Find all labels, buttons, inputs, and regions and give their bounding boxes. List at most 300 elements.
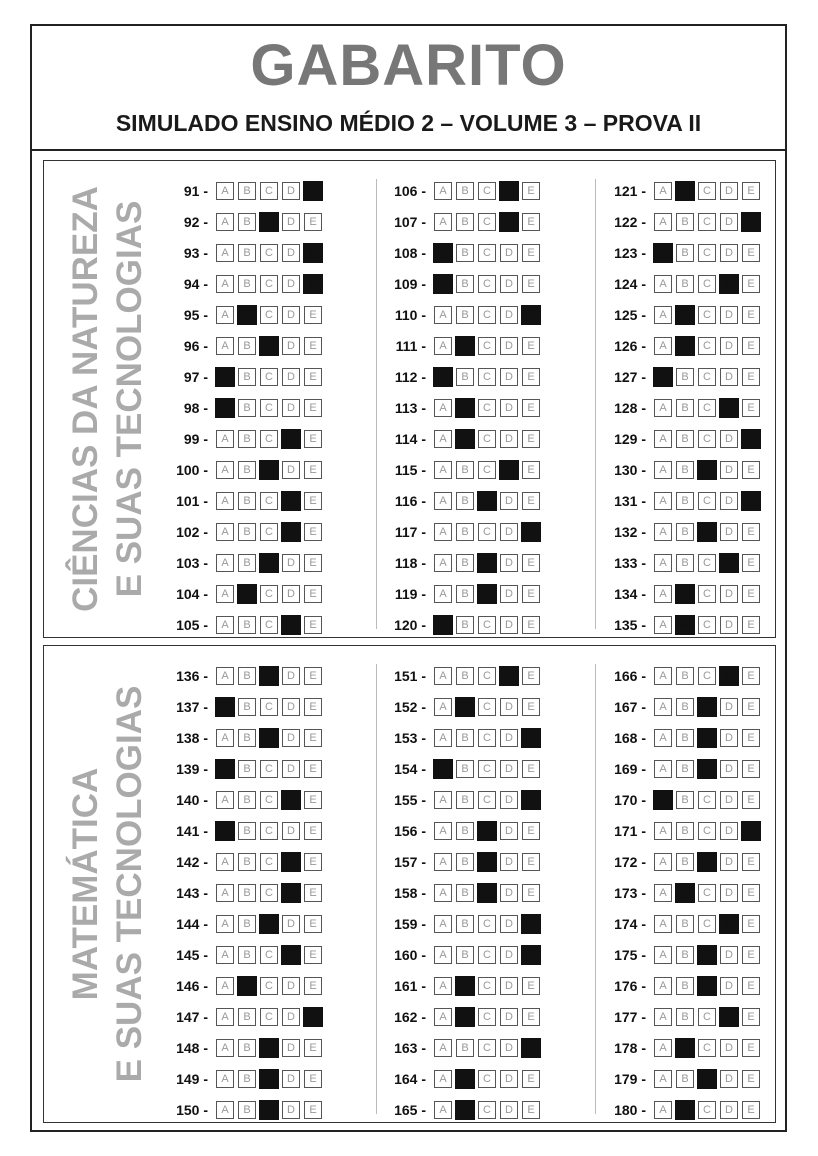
answer-bubble: D <box>282 977 300 995</box>
answer-bubble: B <box>456 853 474 871</box>
answer-bubble: E <box>742 275 760 293</box>
answer-bubble: A <box>654 492 672 510</box>
answer-bubble: C <box>478 1008 496 1026</box>
answer-bubble-marked: D <box>499 460 519 480</box>
answer-bubble: A <box>434 1008 452 1026</box>
answer-bubble: D <box>720 853 738 871</box>
question-number: 168 - <box>614 729 646 746</box>
question-row <box>166 516 366 547</box>
answer-bubble: A <box>654 461 672 479</box>
answer-bubble: B <box>676 1008 694 1026</box>
answer-bubble: D <box>282 1039 300 1057</box>
question-row <box>384 1094 584 1125</box>
answer-bubble: C <box>478 1101 496 1119</box>
answer-bubble: E <box>742 182 760 200</box>
answer-bubble-marked: E <box>741 212 761 232</box>
question-number: 98 - <box>183 399 208 416</box>
answer-bubble: B <box>238 213 256 231</box>
answer-bubble: C <box>260 585 278 603</box>
question-number: 173 - <box>614 884 646 901</box>
answer-bubble: E <box>304 554 322 572</box>
question-number: 131 - <box>614 492 646 509</box>
answer-bubble: A <box>434 554 452 572</box>
answer-bubble: A <box>216 946 234 964</box>
answer-bubble: E <box>522 1101 540 1119</box>
answer-bubble: D <box>720 430 738 448</box>
answer-bubble: E <box>304 337 322 355</box>
answer-bubble-marked: A <box>215 398 235 418</box>
question-row <box>604 877 804 908</box>
question-row <box>384 206 584 237</box>
answer-bubble: B <box>238 182 256 200</box>
answer-bubble: B <box>238 791 256 809</box>
question-row <box>604 547 804 578</box>
question-row <box>604 454 804 485</box>
answer-bubble: D <box>720 616 738 634</box>
question-row <box>604 330 804 361</box>
answer-bubble: E <box>742 1008 760 1026</box>
question-row <box>166 175 366 206</box>
answer-bubble-marked: D <box>499 666 519 686</box>
answer-bubble: B <box>676 760 694 778</box>
answer-bubble-marked: E <box>521 305 541 325</box>
question-number: 114 - <box>394 430 426 447</box>
answer-bubble: E <box>304 616 322 634</box>
answer-bubble: D <box>720 698 738 716</box>
answer-bubble: D <box>500 585 518 603</box>
answer-bubble: C <box>478 337 496 355</box>
answer-bubble: A <box>654 399 672 417</box>
answer-bubble: A <box>654 213 672 231</box>
answer-bubble-marked: E <box>303 1007 323 1027</box>
answer-bubble: D <box>720 760 738 778</box>
answer-bubble-marked: B <box>675 1038 695 1058</box>
question-row <box>384 392 584 423</box>
question-row <box>604 908 804 939</box>
answer-bubble: E <box>304 1070 322 1088</box>
answer-bubble: C <box>260 399 278 417</box>
answer-bubble: D <box>720 523 738 541</box>
question-number: 169 - <box>614 760 646 777</box>
question-row <box>604 392 804 423</box>
question-row <box>166 609 366 640</box>
answer-bubble-marked: C <box>259 1069 279 1089</box>
answer-bubble: D <box>720 368 738 386</box>
answer-bubble: B <box>456 554 474 572</box>
answer-bubble-marked: B <box>675 1100 695 1120</box>
answer-bubble: B <box>676 399 694 417</box>
answer-bubble: B <box>238 760 256 778</box>
answer-bubble: B <box>456 461 474 479</box>
answer-bubble-marked: B <box>455 697 475 717</box>
question-row <box>384 1032 584 1063</box>
question-number: 110 - <box>394 306 426 323</box>
answer-bubble-marked: A <box>653 367 673 387</box>
answer-bubble: E <box>742 585 760 603</box>
answer-bubble: E <box>742 698 760 716</box>
question-number: 127 - <box>614 368 646 385</box>
answer-bubble: D <box>500 306 518 324</box>
section-label-line: E SUAS TECNOLOGIAS <box>110 200 149 598</box>
question-row <box>166 299 366 330</box>
answer-bubble: B <box>676 1070 694 1088</box>
answer-bubble: B <box>456 275 474 293</box>
answer-bubble: D <box>720 1070 738 1088</box>
answer-bubble: B <box>238 822 256 840</box>
answer-bubble: C <box>478 368 496 386</box>
answer-bubble: A <box>654 915 672 933</box>
answer-bubble: B <box>238 554 256 572</box>
answer-bubble-marked: C <box>697 728 717 748</box>
answer-bubble: E <box>304 884 322 902</box>
answer-bubble-marked: B <box>455 429 475 449</box>
answer-bubble: A <box>434 822 452 840</box>
question-row <box>604 299 804 330</box>
question-row <box>166 1063 366 1094</box>
answer-bubble: A <box>434 729 452 747</box>
answer-bubble: D <box>720 337 738 355</box>
answer-bubble: B <box>238 1101 256 1119</box>
answer-bubble: D <box>500 1039 518 1057</box>
answer-bubble: B <box>456 729 474 747</box>
answer-bubble: B <box>238 1070 256 1088</box>
question-row <box>384 609 584 640</box>
answer-bubble: E <box>742 667 760 685</box>
answer-bubble: A <box>216 461 234 479</box>
answer-bubble-marked: C <box>477 584 497 604</box>
answer-bubble: D <box>720 791 738 809</box>
answer-bubble: E <box>742 337 760 355</box>
question-number: 145 - <box>176 946 208 963</box>
answer-bubble: C <box>260 430 278 448</box>
answer-bubble: B <box>238 1039 256 1057</box>
answer-bubble: E <box>742 554 760 572</box>
answer-bubble: E <box>304 915 322 933</box>
answer-bubble: A <box>654 1070 672 1088</box>
answer-bubble: D <box>500 946 518 964</box>
answer-bubble: B <box>676 729 694 747</box>
answer-bubble: A <box>216 884 234 902</box>
answer-bubble: B <box>456 182 474 200</box>
answer-bubble: A <box>434 182 452 200</box>
answer-bubble: A <box>654 1101 672 1119</box>
answer-bubble: A <box>654 884 672 902</box>
answer-bubble-marked: B <box>455 336 475 356</box>
answer-bubble-marked: D <box>281 945 301 965</box>
question-number: 132 - <box>614 523 646 540</box>
answer-bubble: A <box>216 977 234 995</box>
answer-bubble-marked: D <box>281 615 301 635</box>
answer-bubble: E <box>522 1070 540 1088</box>
question-row <box>166 846 366 877</box>
answer-bubble: C <box>260 946 278 964</box>
answer-bubble-marked: D <box>281 883 301 903</box>
answer-bubble: B <box>456 585 474 603</box>
answer-bubble: C <box>698 275 716 293</box>
question-number: 103 - <box>176 554 208 571</box>
question-number: 97 - <box>183 368 208 385</box>
answer-bubble: C <box>478 244 496 262</box>
answer-bubble: A <box>216 1101 234 1119</box>
question-row <box>384 578 584 609</box>
answer-bubble: E <box>304 853 322 871</box>
answer-bubble-marked: B <box>455 1007 475 1027</box>
answer-bubble-marked: C <box>259 1038 279 1058</box>
question-number: 116 - <box>394 492 426 509</box>
question-number: 108 - <box>394 244 426 261</box>
answer-bubble: E <box>304 667 322 685</box>
answer-bubble: B <box>456 760 474 778</box>
question-number: 171 - <box>614 822 646 839</box>
answer-bubble: B <box>676 853 694 871</box>
answer-bubble: E <box>304 213 322 231</box>
answer-bubble-marked: C <box>259 728 279 748</box>
question-number: 172 - <box>614 853 646 870</box>
answer-bubble: B <box>456 915 474 933</box>
question-row <box>604 609 804 640</box>
answer-bubble: A <box>654 306 672 324</box>
answer-bubble: E <box>742 853 760 871</box>
question-row <box>166 454 366 485</box>
question-row <box>384 361 584 392</box>
answer-bubble-marked: C <box>697 1069 717 1089</box>
answer-bubble: C <box>260 523 278 541</box>
answer-bubble: A <box>434 213 452 231</box>
question-number: 180 - <box>614 1101 646 1118</box>
question-number: 165 - <box>394 1101 426 1118</box>
answer-bubble: E <box>522 430 540 448</box>
question-number: 153 - <box>394 729 426 746</box>
answer-bubble: B <box>238 698 256 716</box>
answer-bubble: B <box>676 791 694 809</box>
question-number: 167 - <box>614 698 646 715</box>
answer-bubble: A <box>216 915 234 933</box>
answer-bubble: C <box>698 337 716 355</box>
answer-bubble: E <box>304 430 322 448</box>
answer-bubble: E <box>304 822 322 840</box>
answer-bubble: C <box>260 822 278 840</box>
answer-bubble-marked: A <box>215 759 235 779</box>
answer-bubble: A <box>216 1070 234 1088</box>
answer-bubble-marked: C <box>697 460 717 480</box>
answer-bubble: D <box>500 1008 518 1026</box>
question-number: 104 - <box>176 585 208 602</box>
answer-bubble: E <box>742 399 760 417</box>
question-number: 149 - <box>176 1070 208 1087</box>
question-row <box>166 784 366 815</box>
answer-bubble-marked: B <box>455 976 475 996</box>
question-number: 152 - <box>394 698 426 715</box>
section-natural-sciences <box>43 160 776 638</box>
answer-bubble-marked: B <box>455 1100 475 1120</box>
answer-bubble: C <box>260 977 278 995</box>
answer-bubble: E <box>304 492 322 510</box>
answer-bubble-marked: C <box>697 697 717 717</box>
answer-bubble-marked: C <box>259 460 279 480</box>
answer-bubble: D <box>282 822 300 840</box>
answer-bubble: B <box>676 915 694 933</box>
question-number: 107 - <box>394 213 426 230</box>
answer-bubble-marked: B <box>237 976 257 996</box>
answer-bubble: B <box>676 492 694 510</box>
answer-bubble-marked: E <box>741 821 761 841</box>
answer-bubble: D <box>282 244 300 262</box>
question-number: 147 - <box>176 1008 208 1025</box>
page-title: GABARITO <box>250 33 567 98</box>
question-number: 102 - <box>176 523 208 540</box>
answer-bubble: E <box>304 306 322 324</box>
question-column <box>384 175 584 640</box>
answer-bubble-marked: B <box>675 305 695 325</box>
answer-bubble: A <box>434 430 452 448</box>
question-column <box>384 660 584 1125</box>
answer-bubble-marked: D <box>281 491 301 511</box>
question-column <box>604 660 804 1125</box>
answer-bubble: D <box>282 399 300 417</box>
question-column <box>166 175 366 640</box>
answer-bubble: A <box>216 275 234 293</box>
answer-bubble: C <box>478 213 496 231</box>
question-number: 96 - <box>183 337 208 354</box>
answer-bubble: C <box>478 698 496 716</box>
answer-bubble: D <box>720 492 738 510</box>
answer-bubble-marked: C <box>697 945 717 965</box>
answer-bubble: B <box>238 946 256 964</box>
answer-bubble: D <box>720 213 738 231</box>
answer-bubble-marked: C <box>477 491 497 511</box>
answer-bubble: A <box>216 306 234 324</box>
answer-bubble: B <box>456 492 474 510</box>
answer-bubble: A <box>654 760 672 778</box>
answer-bubble: A <box>216 430 234 448</box>
question-number: 178 - <box>614 1039 646 1056</box>
answer-bubble: C <box>478 616 496 634</box>
answer-bubble: A <box>434 306 452 324</box>
question-row <box>384 175 584 206</box>
question-row <box>384 1063 584 1094</box>
question-row <box>604 1094 804 1125</box>
question-number: 155 - <box>394 791 426 808</box>
answer-bubble: A <box>216 182 234 200</box>
answer-bubble: E <box>522 182 540 200</box>
answer-bubble: E <box>522 213 540 231</box>
answer-bubble: B <box>456 1039 474 1057</box>
answer-bubble: C <box>698 368 716 386</box>
question-row <box>604 175 804 206</box>
answer-bubble: A <box>434 915 452 933</box>
question-number: 93 - <box>183 244 208 261</box>
answer-bubble: A <box>434 884 452 902</box>
answer-bubble: A <box>654 1039 672 1057</box>
answer-bubble-marked: E <box>303 243 323 263</box>
answer-bubble: E <box>522 1008 540 1026</box>
answer-bubble-marked: C <box>477 553 497 573</box>
answer-bubble: A <box>434 791 452 809</box>
answer-bubble: D <box>500 853 518 871</box>
answer-bubble: E <box>304 760 322 778</box>
answer-bubble: B <box>456 213 474 231</box>
question-number: 138 - <box>176 729 208 746</box>
answer-bubble: D <box>282 915 300 933</box>
answer-bubble: C <box>260 275 278 293</box>
answer-bubble: D <box>720 884 738 902</box>
question-row <box>604 485 804 516</box>
answer-bubble: B <box>238 1008 256 1026</box>
answer-bubble: E <box>304 1101 322 1119</box>
answer-bubble: E <box>742 368 760 386</box>
answer-bubble: E <box>304 461 322 479</box>
answer-bubble-marked: E <box>741 491 761 511</box>
answer-bubble: C <box>260 368 278 386</box>
answer-bubble-marked: C <box>259 553 279 573</box>
answer-bubble: C <box>260 853 278 871</box>
answer-bubble-marked: E <box>521 1038 541 1058</box>
answer-bubble: E <box>304 585 322 603</box>
answer-bubble: D <box>720 729 738 747</box>
answer-bubble: E <box>522 554 540 572</box>
answer-bubble: B <box>676 275 694 293</box>
answer-bubble: A <box>654 616 672 634</box>
question-row <box>384 877 584 908</box>
answer-bubble: B <box>676 368 694 386</box>
answer-bubble: D <box>500 822 518 840</box>
answer-bubble: B <box>456 306 474 324</box>
answer-bubble: E <box>742 791 760 809</box>
question-row <box>384 299 584 330</box>
question-row <box>604 660 804 691</box>
question-number: 117 - <box>394 523 426 540</box>
question-row <box>166 485 366 516</box>
section-label <box>44 646 172 1122</box>
question-row <box>166 815 366 846</box>
answer-bubble: A <box>654 430 672 448</box>
answer-bubble: D <box>500 523 518 541</box>
question-number: 142 - <box>176 853 208 870</box>
answer-bubble: B <box>676 461 694 479</box>
question-number: 175 - <box>614 946 646 963</box>
answer-bubble-marked: D <box>719 666 739 686</box>
answer-bubble-marked: E <box>521 522 541 542</box>
answer-bubble: D <box>500 244 518 262</box>
answer-bubble: C <box>698 1039 716 1057</box>
answer-bubble: D <box>500 977 518 995</box>
section-label-line: CIÊNCIAS DA NATUREZA <box>66 186 105 612</box>
question-row <box>604 1063 804 1094</box>
question-row <box>166 877 366 908</box>
answer-bubble: C <box>478 399 496 417</box>
answer-bubble: B <box>238 430 256 448</box>
question-column <box>604 175 804 640</box>
question-number: 124 - <box>614 275 646 292</box>
answer-bubble: A <box>654 275 672 293</box>
answer-bubble: C <box>698 667 716 685</box>
answer-bubble: B <box>456 667 474 685</box>
question-row <box>384 660 584 691</box>
answer-bubble: A <box>654 585 672 603</box>
answer-bubble: B <box>456 946 474 964</box>
answer-bubble: C <box>478 1070 496 1088</box>
answer-bubble-marked: B <box>237 584 257 604</box>
answer-bubble: D <box>500 1101 518 1119</box>
question-number: 157 - <box>394 853 426 870</box>
answer-bubble-marked: A <box>215 821 235 841</box>
answer-bubble: E <box>304 698 322 716</box>
answer-bubble: A <box>654 1008 672 1026</box>
answer-bubble: E <box>742 1070 760 1088</box>
question-number: 148 - <box>176 1039 208 1056</box>
answer-bubble: C <box>698 915 716 933</box>
answer-bubble: B <box>238 884 256 902</box>
